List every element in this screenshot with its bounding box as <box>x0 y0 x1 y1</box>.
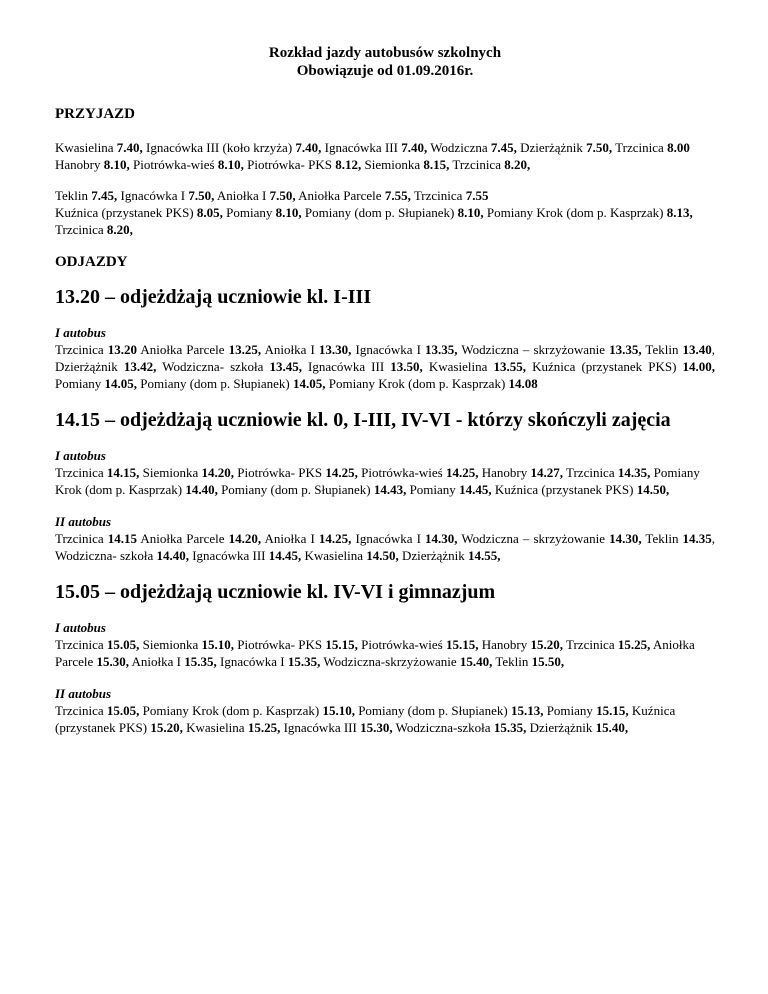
stop-time: 15.25, <box>247 720 281 735</box>
stop-name: Wodziczna – skrzyżowanie <box>457 531 610 546</box>
stop-name: Trzcinica <box>55 703 107 718</box>
stop-time: 8.20, <box>106 222 133 237</box>
stop-name: Wodziczna-skrzyżowanie <box>320 654 460 669</box>
stop-name: Trzcinica <box>55 342 108 357</box>
stop-name: Piotrówka-wieś <box>357 637 446 652</box>
stop-name: Siemionka <box>361 157 424 172</box>
stop-time: 14.15, <box>106 465 140 480</box>
stop-name: Kwasielina <box>422 359 494 374</box>
stop-name: Pomiany Krok (dom p. Kasprzak) <box>55 465 700 497</box>
bus-block <box>55 620 715 670</box>
bus-block <box>55 325 715 392</box>
przyjazd-route <box>55 187 715 204</box>
stop-time: 15.30, <box>96 654 130 669</box>
stop-time: 14.05, <box>104 376 137 391</box>
stop-time: 14.25, <box>445 465 479 480</box>
stop-time: 7.55, <box>384 188 411 203</box>
stop-time: 15.35, <box>493 720 527 735</box>
stop-name: Pomiany (dom p. Słupianek) <box>217 482 374 497</box>
stop-name: Siemionka <box>139 465 202 480</box>
bus-label: II autobus <box>55 686 111 701</box>
stop-time: 13.55, <box>493 359 526 374</box>
stop-name: Pomiany (dom p. Słupianek) <box>301 205 458 220</box>
stop-time: 8.20, <box>504 157 531 172</box>
bus-block <box>55 514 715 564</box>
stop-time: 15.35, <box>287 654 321 669</box>
stop-time: 7.55 <box>465 188 489 203</box>
stop-name: Aniołka Parcele <box>295 188 385 203</box>
stop-name: Ignacówka III (koło krzyża) <box>142 140 296 155</box>
bus-route <box>55 464 715 498</box>
stop-time: 14.35 <box>682 531 712 546</box>
stop-time: 8.12, <box>335 157 362 172</box>
departure-time-heading: 15.05 – odjeżdżają uczniowie kl. IV-VI i gimnazjum <box>55 581 496 603</box>
stop-name: Kuźnica (przystanek PKS) <box>525 359 683 374</box>
stop-time: 13.35, <box>609 342 642 357</box>
stop-time: 13.40 <box>682 342 712 357</box>
stop-name: Kuźnica (przystanek PKS) <box>491 482 637 497</box>
stop-time: 8.10, <box>217 157 244 172</box>
stop-time: 7.50, <box>269 188 296 203</box>
stop-name: Piotrówka- PKS <box>243 157 336 172</box>
stop-time: 7.45, <box>91 188 118 203</box>
stop-name: Trzcinica <box>55 637 107 652</box>
stop-time: 14.20, <box>228 531 262 546</box>
stop-time: 7.45, <box>490 140 517 155</box>
stop-time: 13.25, <box>228 342 262 357</box>
stop-name: Aniołka Parcele <box>136 342 229 357</box>
stop-time: 14.43, <box>373 482 407 497</box>
stop-name: Trzcinica <box>55 465 107 480</box>
document-page <box>55 0 715 752</box>
przyjazd-route <box>55 156 715 173</box>
stop-time: 14.45, <box>268 548 302 563</box>
stop-name: Hanobry <box>478 465 531 480</box>
stop-name: Trzcinica <box>55 531 108 546</box>
stop-time: 14.50, <box>366 548 399 563</box>
stop-time: 8.15, <box>423 157 450 172</box>
stop-name: , Dzierżążnik <box>55 342 716 374</box>
stop-time: 8.13, <box>666 205 693 220</box>
bus-label: I autobus <box>55 448 106 463</box>
stop-name: Kwasielina <box>182 720 248 735</box>
stop-time: 14.08 <box>508 376 538 391</box>
departure-group <box>55 285 715 392</box>
stop-time: 7.50, <box>586 140 613 155</box>
document-title <box>55 44 715 80</box>
stop-name: Pomiany <box>222 205 276 220</box>
stop-name: Aniołka I <box>261 531 319 546</box>
stop-time: 14.40, <box>185 482 218 497</box>
stop-name: Hanobry <box>55 157 104 172</box>
bus-label: I autobus <box>55 620 106 635</box>
stop-name: Wodziczna- szkoła <box>156 359 270 374</box>
stop-name: Pomiany <box>55 376 105 391</box>
bus-label: I autobus <box>55 325 106 340</box>
przyjazd-route <box>55 204 715 238</box>
stop-time: 7.40, <box>401 140 428 155</box>
stop-time: 13.45, <box>269 359 302 374</box>
stop-name: Kwasielina <box>55 140 117 155</box>
stop-time: 14.27, <box>530 465 563 480</box>
stop-time: 15.25, <box>617 637 651 652</box>
stop-name: Ignacówka I <box>216 654 288 669</box>
stop-time: 15.10, <box>201 637 234 652</box>
stop-time: 7.40, <box>295 140 322 155</box>
stop-name: Ignacówka I <box>117 188 189 203</box>
stop-name: Ignacówka III <box>321 140 402 155</box>
stop-time: 15.20, <box>530 637 563 652</box>
stop-name: Pomiany (dom p. Słupianek) <box>354 703 511 718</box>
stop-name: Kwasielina <box>301 548 367 563</box>
stop-name: Kuźnica (przystanek PKS) <box>55 703 676 735</box>
stop-name: Kuźnica (przystanek PKS) <box>55 205 197 220</box>
stop-name: Wodziczna-szkoła <box>392 720 494 735</box>
stop-time: 14.15 <box>107 531 137 546</box>
stop-name: Dzierżążnik <box>516 140 587 155</box>
odjazdy-heading: ODJAZDY <box>55 254 128 270</box>
stop-name: Siemionka <box>139 637 202 652</box>
stop-time: 7.40, <box>116 140 143 155</box>
departure-group <box>55 408 715 564</box>
stop-name: Pomiany Krok (dom p. Kasprzak) <box>139 703 323 718</box>
stop-time: 14.30, <box>425 531 458 546</box>
title-line-1: Rozkład jazdy autobusów szkolnych <box>268 45 502 61</box>
stop-name: Dzierżążnik <box>398 548 469 563</box>
stop-name: Trzcinica <box>562 637 618 652</box>
stop-time: 8.10, <box>103 157 130 172</box>
stop-time: 15.35, <box>184 654 217 669</box>
title-line-2: Obowiązuje od 01.09.2016r. <box>296 63 474 79</box>
stop-time: 15.40, <box>459 654 493 669</box>
stop-time: 14.55, <box>468 548 501 563</box>
stop-time: 14.35, <box>617 465 651 480</box>
stop-time: 13.50, <box>390 359 423 374</box>
stop-time: 14.45, <box>459 482 492 497</box>
stop-name: Pomiany (dom p. Słupianek) <box>136 376 293 391</box>
stop-name: Ignacówka I <box>351 531 426 546</box>
stop-time: 13.42, <box>123 359 157 374</box>
stop-time: 14.30, <box>609 531 642 546</box>
stop-name: Dzierżążnik <box>526 720 596 735</box>
stop-time: 8.10, <box>457 205 484 220</box>
stop-time: 15.40, <box>595 720 629 735</box>
stop-time: 13.35, <box>425 342 458 357</box>
stop-time: 15.15, <box>596 703 629 718</box>
stop-name: Piotrówka-wieś <box>357 465 446 480</box>
stop-time: 8.05, <box>196 205 223 220</box>
stop-name: Aniołka Parcele <box>55 637 695 669</box>
departure-group <box>55 580 715 736</box>
stop-time: 15.10, <box>322 703 355 718</box>
departure-time-heading: 14.15 – odjeżdżają uczniowie kl. 0, I-III, IV-VI - którzy skończyli zajęcia <box>55 409 671 431</box>
stop-time: 14.25, <box>325 465 358 480</box>
stop-time: 15.20, <box>150 720 183 735</box>
bus-route <box>55 530 715 564</box>
stop-time: 15.15, <box>325 637 358 652</box>
stop-time: 15.30, <box>360 720 393 735</box>
stop-time: 8.00 <box>667 140 690 155</box>
stop-name: Ignacówka III <box>188 548 269 563</box>
przyjazd-route <box>55 139 715 156</box>
stop-name: Pomiany <box>543 703 597 718</box>
stop-name: Teklin <box>55 188 92 203</box>
stop-time: 15.50, <box>531 654 565 669</box>
stop-name: Aniołka I <box>261 342 319 357</box>
stop-time: 14.05, <box>292 376 326 391</box>
stop-name: Piotrówka- PKS <box>233 465 326 480</box>
stop-time: 13.30, <box>318 342 352 357</box>
stop-time: 14.40, <box>156 548 189 563</box>
bus-label: II autobus <box>55 514 111 529</box>
stop-name: Pomiany Krok (dom p. Kasprzak) <box>483 205 667 220</box>
stop-name: Trzcinica <box>562 465 618 480</box>
stop-name: Piotrówka- PKS <box>233 637 326 652</box>
stop-name: Ignacówka III <box>280 720 361 735</box>
stop-time: 8.10, <box>275 205 302 220</box>
bus-route <box>55 636 715 670</box>
stop-name: Piotrówka-wieś <box>129 157 218 172</box>
stop-name: Wodziczna <box>427 140 491 155</box>
stop-name: Trzcinica <box>55 222 107 237</box>
stop-name: Trzcinica <box>612 140 668 155</box>
stop-name: Trzcinica <box>410 188 466 203</box>
stop-name: Teklin <box>641 531 683 546</box>
stop-time: 15.13, <box>510 703 544 718</box>
stop-name: Wodziczna – skrzyżowanie <box>457 342 610 357</box>
stop-time: 14.00, <box>682 359 716 374</box>
stop-time: 7.50, <box>188 188 215 203</box>
stop-name: Aniołka Parcele <box>136 531 229 546</box>
stop-time: 14.25, <box>318 531 352 546</box>
stop-time: 14.20, <box>201 465 234 480</box>
stop-name: Teklin <box>641 342 683 357</box>
stop-time: 13.20 <box>107 342 137 357</box>
stop-name: Pomiany <box>406 482 460 497</box>
stop-name: Ignacówka III <box>301 359 391 374</box>
stop-name: Trzcinica <box>449 157 505 172</box>
stop-name: Ignacówka I <box>351 342 426 357</box>
przyjazd-block <box>55 139 715 238</box>
stop-name: Hanobry <box>478 637 531 652</box>
bus-route <box>55 341 715 392</box>
przyjazd-heading: PRZYJAZD <box>55 106 136 122</box>
stop-name: Pomiany Krok (dom p. Kasprzak) <box>325 376 509 391</box>
bus-block <box>55 686 715 736</box>
stop-name: Aniołka I <box>214 188 270 203</box>
stop-name: Aniołka I <box>129 654 185 669</box>
bus-block <box>55 448 715 498</box>
bus-route <box>55 702 715 736</box>
stop-time: 15.05, <box>106 637 140 652</box>
stop-name: , Wodziczna- szkoła <box>55 531 716 563</box>
stop-name: Teklin <box>492 654 532 669</box>
stop-time: 15.15, <box>445 637 479 652</box>
departure-time-heading: 13.20 – odjeżdżają uczniowie kl. I-III <box>55 286 372 308</box>
stop-time: 14.50, <box>636 482 670 497</box>
stop-time: 15.05, <box>106 703 140 718</box>
